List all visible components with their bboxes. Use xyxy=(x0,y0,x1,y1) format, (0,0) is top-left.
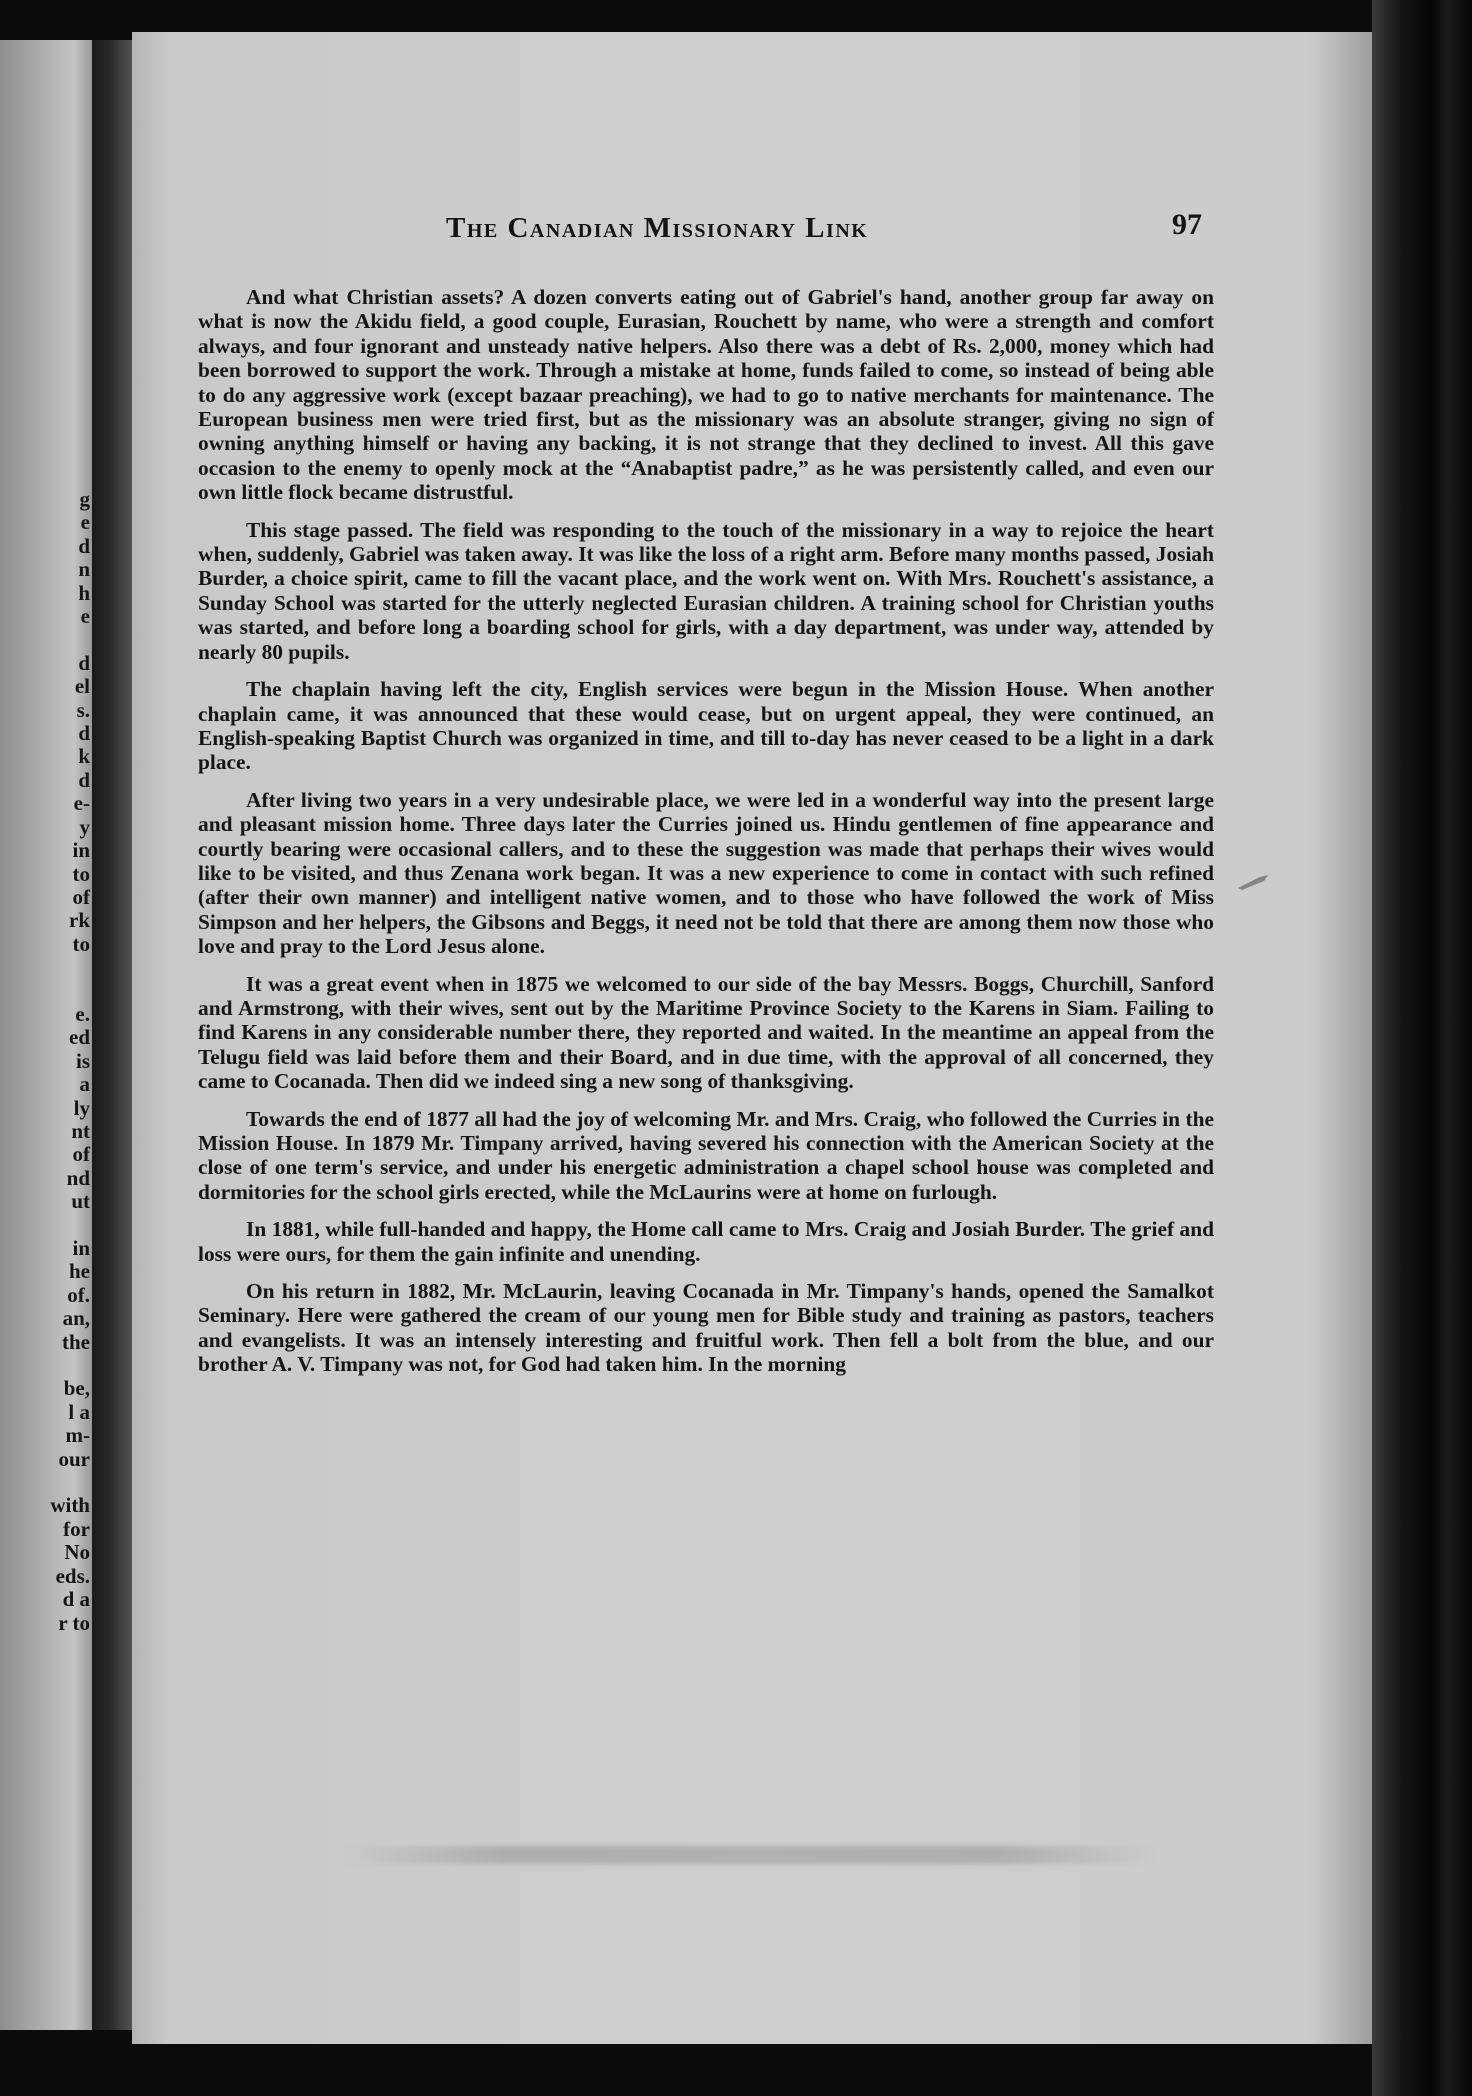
paragraph: After living two years in a very undesirable place, we were led in a wonderful way into the present large and pleasant mission home. Three days later the Curries joined us. Hindu gentlemen of fine appearance and courtly bearing were occasional callers, and to these the suggestion was made that perhaps their wives would like to be visited, and thus Zenana work began. It was a new experience to come in contact with such refined (after their own manner) and intelligent native women, and to those who have followed the work of Miss Simpson and her helpers, the Gibsons and Beggs, it need not be told that there are among them now those who love and pray to the Lord Jesus alone. xyxy=(198,787,1214,959)
previous-page-line-fragment: an, xyxy=(62,1306,90,1331)
previous-page-line-fragment xyxy=(30,956,90,979)
previous-page-line-fragment: l a xyxy=(68,1399,90,1424)
previous-page-line-fragment: d xyxy=(78,650,90,675)
previous-page-line-fragment: y xyxy=(79,814,90,839)
previous-page-line-fragment: of xyxy=(72,1142,90,1167)
previous-page-line-fragment: d xyxy=(78,533,90,558)
book-gutter-shadow xyxy=(92,40,136,2030)
previous-page-line-fragment: g xyxy=(79,487,90,511)
previous-page-fragment xyxy=(0,40,92,2030)
previous-page-line-fragment: nt xyxy=(71,1118,90,1143)
previous-page-line-fragment: e xyxy=(80,604,90,629)
previous-page-line-fragment: m- xyxy=(65,1423,90,1448)
previous-page-line-fragment: to xyxy=(72,931,90,956)
previous-page-line-fragment: of xyxy=(72,884,90,909)
paragraph: And what Christian assets? A dozen converts eating out of Gabriel's hand, another group far away on what is now the Akidu field, a good couple, Eurasian, Rouchett by name, who were a strength and comfort always, and four ignorant and unsteady native helpers. Also there was a debt of Rs. 2,000, money which had been borrowed to support the work. Through a mistake at home, funds failed to come, so instead of being able to do any aggressive work (except bazaar preaching), we had to go to native merchants for maintenance. The European business men were tried first, but as the missionary was an absolute stranger, giving no sign of owning anything himself or having any backing, it is not strange that they declined to invest. All this gave occasion to the enemy to openly mock at the “Anabaptist padre,” as he was persistently called, and even our own little flock became distrustful. xyxy=(198,285,1214,505)
previous-page-line-fragment: a xyxy=(79,1072,90,1097)
previous-page-line-fragment: ut xyxy=(71,1189,90,1214)
previous-page-line-fragment xyxy=(30,1354,90,1377)
previous-page-line-fragment: d xyxy=(78,767,90,792)
previous-page-line-fragment: d xyxy=(78,721,90,746)
previous-page-line-fragment: r to xyxy=(58,1610,90,1635)
previous-page-line-fragment: k xyxy=(78,744,90,769)
paragraph: This stage passed. The field was responding to the touch of the missionary in a way to rejoice the heart when, suddenly, Gabriel was taken away. It was like the loss of a right arm. Before many months passed, Josiah Burder, a choice spirit, came to fill the vacant place, and the work went on. With Mrs. Rouchett's assistance, a Sunday School was started for the utterly neglected Eurasian children. A training school for Christian youths was started, and before long a boarding school for girls, with a day department, was under way, attended by nearly 80 pupils. xyxy=(198,517,1214,664)
previous-page-line-fragment: nd xyxy=(66,1165,90,1190)
previous-page-line-fragment: with xyxy=(50,1493,90,1518)
previous-page-line-fragment: eds. xyxy=(55,1563,90,1588)
bleed-through-text xyxy=(340,1846,1160,1864)
article-body xyxy=(198,285,1214,1390)
page-number: 97 xyxy=(1172,208,1202,241)
previous-page-line-fragment: e xyxy=(80,510,90,535)
previous-page-line-fragment: e. xyxy=(75,1001,90,1026)
page-edge-shadow xyxy=(1372,0,1472,2096)
previous-page-line-fragment: in xyxy=(72,1236,90,1260)
paragraph: The chaplain having left the city, English services were begun in the Mission House. When another chaplain came, it was announced that these would cease, but on urgent appeal, they were continued, an English-speaking Baptist Church was organized in time, and till to-day has never ceased to be a light in a dark place. xyxy=(198,677,1214,775)
previous-page-line-fragment xyxy=(30,1214,90,1237)
previous-page-line-fragment: of. xyxy=(67,1282,90,1307)
previous-page-line-fragment: n xyxy=(78,557,90,582)
previous-page-line-fragment: el xyxy=(74,674,90,699)
previous-page-line-fragment: rk xyxy=(69,908,90,933)
previous-page-line-fragment xyxy=(30,628,90,651)
previous-page-line-fragment: the xyxy=(62,1329,90,1354)
previous-page-line-fragment: e- xyxy=(73,791,90,816)
previous-page-line-fragment: h xyxy=(78,580,90,605)
paragraph: In 1881, while full-handed and happy, the Home call came to Mrs. Craig and Josiah Burder. The grief and loss were ours, for them the gain infinite and unending. xyxy=(198,1217,1214,1266)
previous-page-line-fragment: ly xyxy=(73,1095,90,1120)
ink-smudge-mark xyxy=(1236,874,1270,892)
paragraph: It was a great event when in 1875 we welcomed to our side of the bay Messrs. Boggs, Churchill, Sanford and Armstrong, with their wives, sent out by the Maritime Province Society to the Karens in Siam. Failing to find Karens in any considerable number there, they reported and waited. In the meantime an appeal from the Telugu field was laid before them and their Board, and in due time, with the approval of all concerned, they came to Cocanada. Then did we indeed sing a new song of thanksgiving. xyxy=(198,971,1214,1094)
paragraph: Towards the end of 1877 all had the joy of welcoming Mr. and Mrs. Craig, who followed the Curries in the Mission House. In 1879 Mr. Timpany arrived, having severed his connection with the American Society at the close of one term's service, and under his energetic administration a chapel school house was completed and dormitories for the school girls erected, while the McLaurins were at home on furlough. xyxy=(198,1106,1214,1204)
previous-page-line-fragment: s. xyxy=(76,697,90,722)
previous-page-line-fragment: he xyxy=(69,1259,90,1284)
previous-page-line-fragment: for xyxy=(63,1516,90,1541)
previous-page-line-fragment: ed xyxy=(69,1025,90,1050)
running-head: The Canadian Missionary Link xyxy=(446,212,869,244)
paragraph: On his return in 1882, Mr. McLaurin, leaving Cocanada in Mr. Timpany's hands, opened the Samalkot Seminary. Here were gathered the cream of our young men for Bible study and training as pastors, teachers and evangelists. It was an intensely interesting and fruitful work. Then fell a bolt from the blue, and our brother A. V. Timpany was not, for God had taken him. In the morning xyxy=(198,1279,1214,1377)
previous-page-line-fragment: in xyxy=(72,838,90,863)
previous-page-line-fragment: our xyxy=(58,1446,90,1471)
previous-page-line-fragment: be, xyxy=(63,1376,90,1401)
previous-page-line-fragment: d a xyxy=(62,1587,90,1612)
previous-page-text-fragments xyxy=(30,488,90,1635)
previous-page-line-fragment: to xyxy=(72,861,90,886)
previous-page-line-fragment: No xyxy=(64,1540,90,1565)
previous-page-line-fragment: is xyxy=(75,1048,90,1073)
previous-page-line-fragment xyxy=(30,1471,90,1494)
previous-page-line-fragment xyxy=(30,980,90,1003)
